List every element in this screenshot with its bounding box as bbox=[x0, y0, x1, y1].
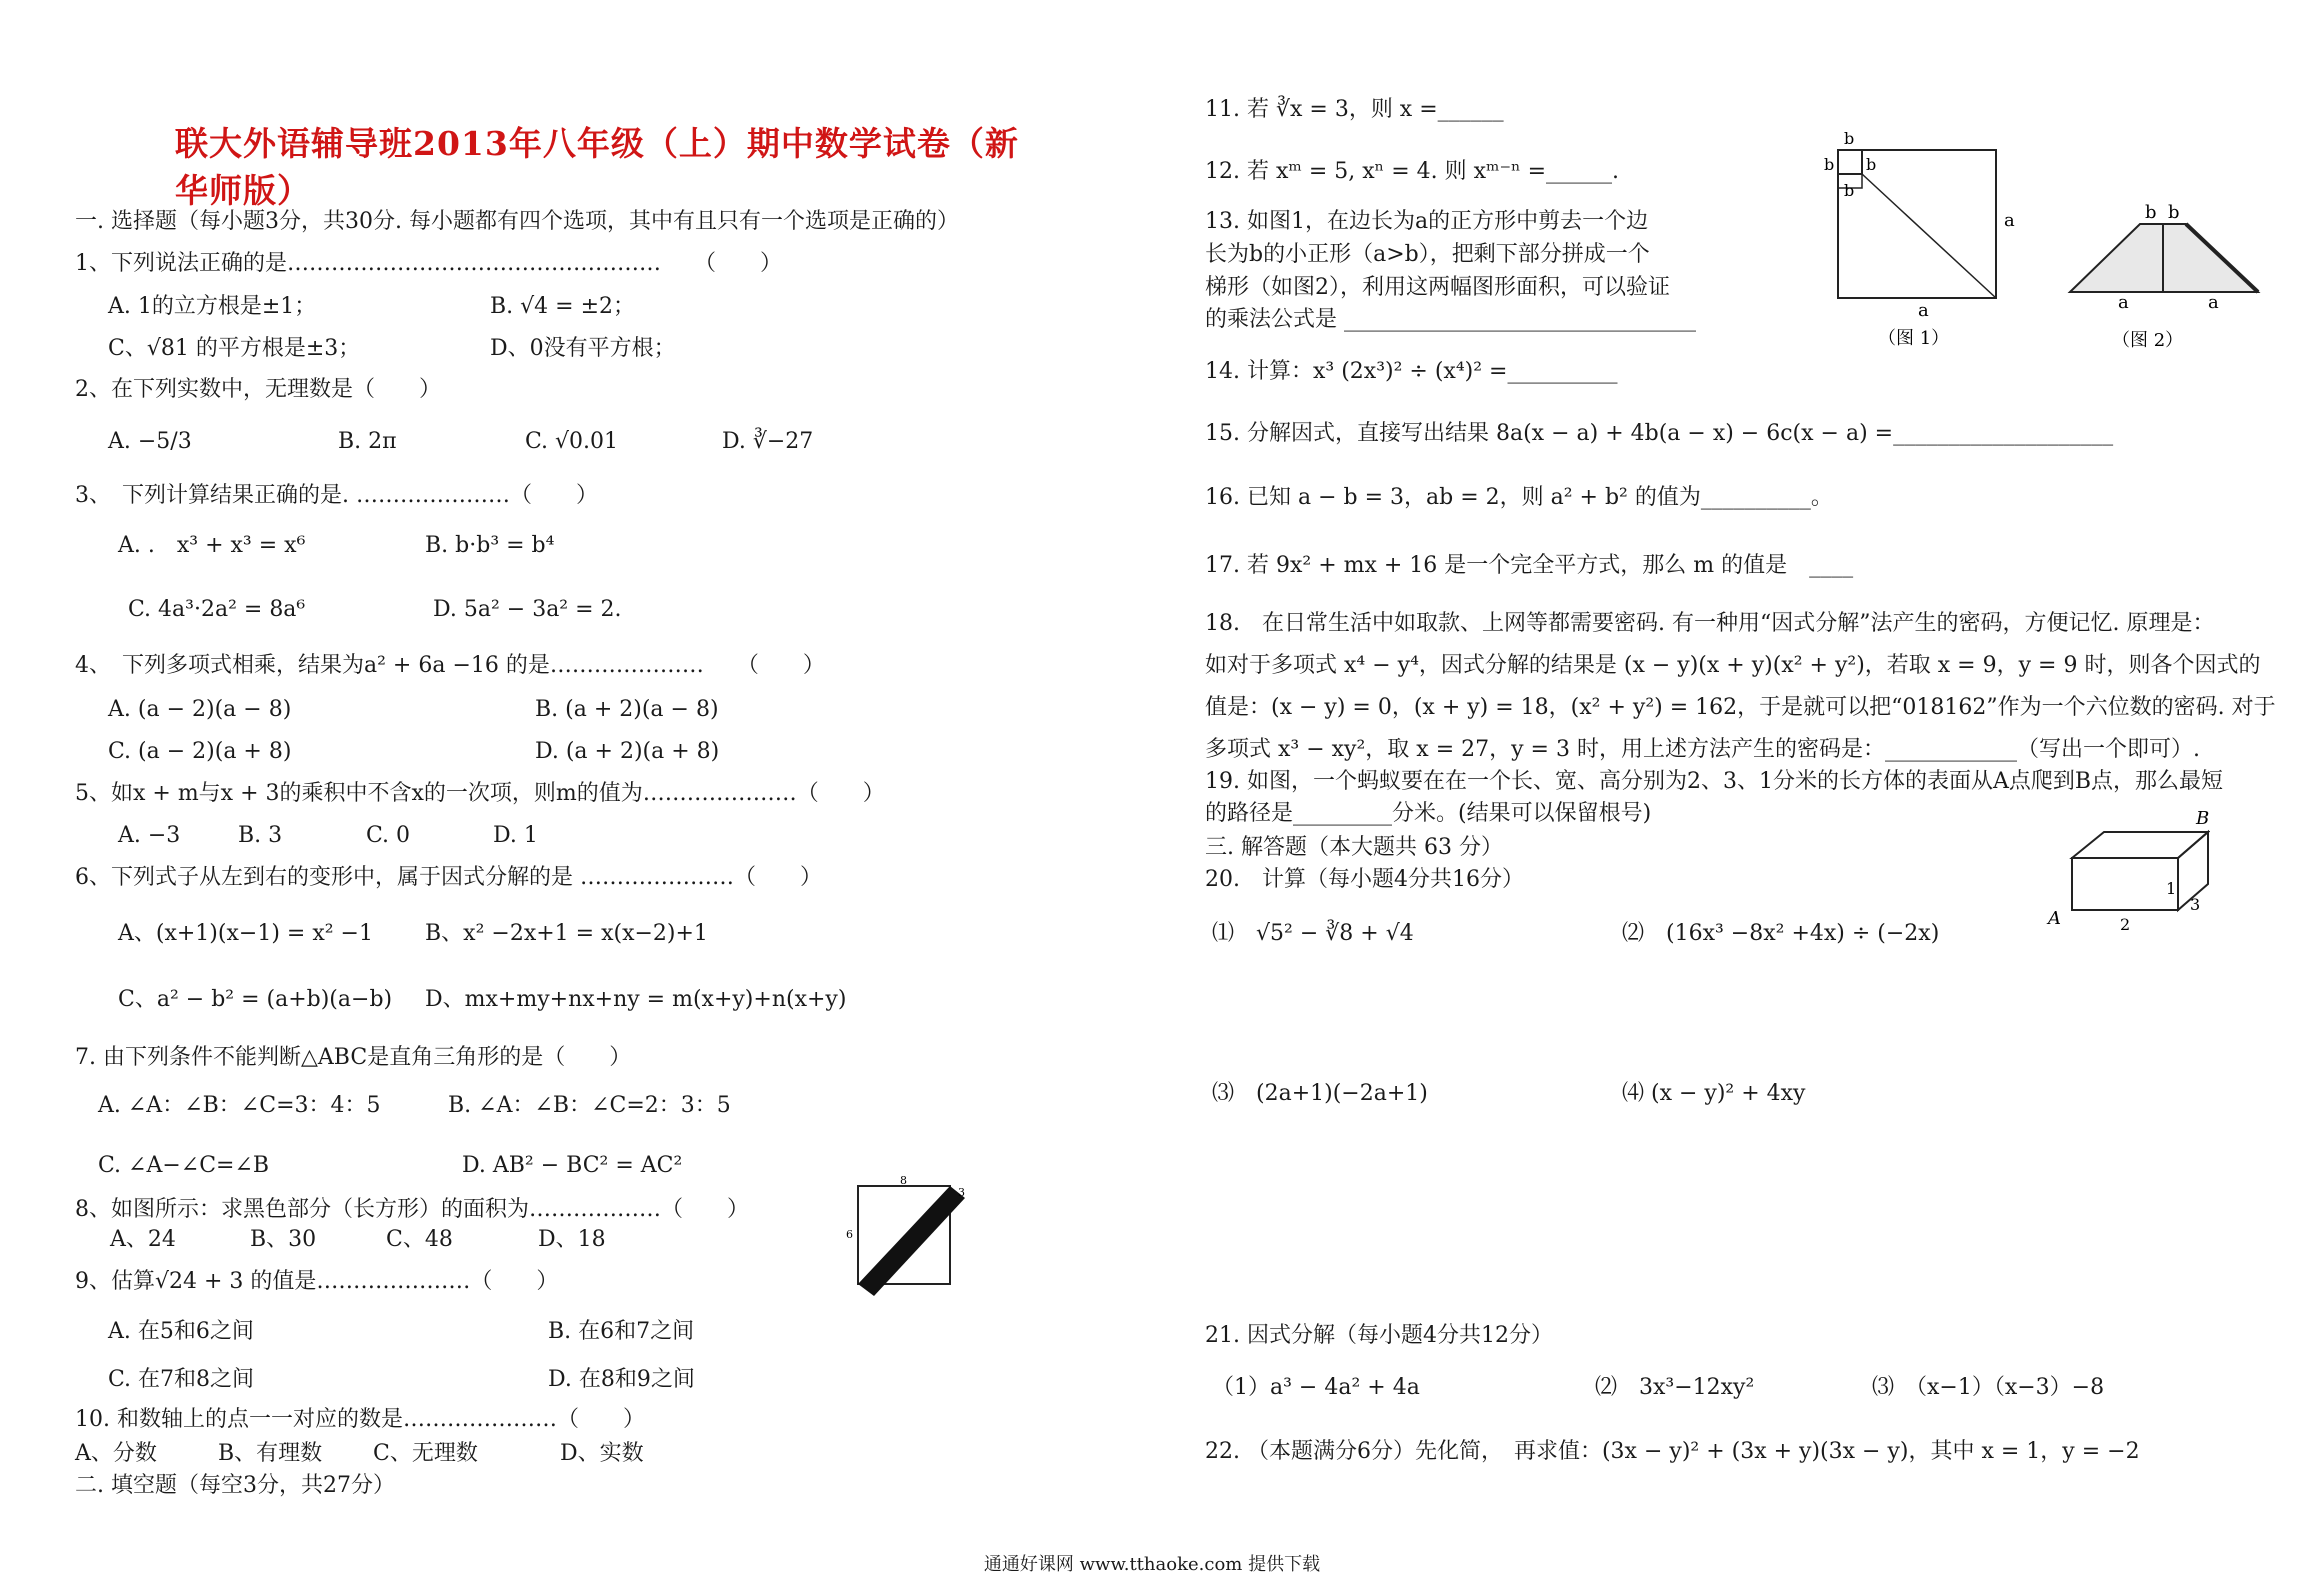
q21-part-2: ⑵ 3x³−12xy² bbox=[1595, 1375, 1755, 1400]
figure-1 bbox=[1818, 126, 2028, 358]
q6-option-a: A、(x+1)(x−1) = x² −1 bbox=[118, 921, 373, 946]
q1-option-b: B. √4 = ±2； bbox=[490, 294, 636, 319]
q13-line-1: 13. 如图1，在边长为a的正方形中剪去一个边 bbox=[1205, 209, 1649, 234]
q17: 17. 若 9x² + mx + 16 是一个完全平方式，那么 m 的值是 ____ bbox=[1205, 553, 1854, 578]
q8-label-8: 8 bbox=[900, 1176, 907, 1187]
q6-option-c: C、a² − b² = (a+b)(a−b) bbox=[118, 987, 393, 1012]
fig2-label-b-right: b bbox=[2168, 202, 2180, 223]
figure-2 bbox=[2060, 198, 2270, 358]
section-2-heading: 二. 填空题（每空3分，共27分） bbox=[75, 1473, 395, 1498]
q7-option-c: C. ∠A−∠C=∠B bbox=[98, 1153, 270, 1178]
q19-line-1: 19. 如图，一个蚂蚁要在在一个长、宽、高分别为2、3、1分米的长方体的表面从A点爬到B点，那么最短 bbox=[1205, 769, 2224, 794]
q5-option-b: B. 3 bbox=[238, 823, 283, 848]
q13-line-4: 的乘法公式是 ________________________________ bbox=[1205, 307, 1696, 332]
q1-option-a: A. 1的立方根是±1； bbox=[108, 294, 317, 319]
fig2-caption: （图 2） bbox=[2112, 330, 2184, 351]
q19-line-2: 的路径是_________分米。(结果可以保留根号) bbox=[1205, 801, 1652, 826]
q7-option-b: B. ∠A：∠B：∠C=2：3：5 bbox=[448, 1093, 731, 1118]
q8-option-d: D、18 bbox=[538, 1227, 606, 1252]
q8-option-c: C、48 bbox=[386, 1227, 453, 1252]
q3-option-d: D. 5a² − 3a² = 2. bbox=[433, 597, 622, 622]
fig1-label-b-lower: b bbox=[1844, 181, 1855, 200]
q5-option-d: D. 1 bbox=[493, 823, 538, 848]
q20-part-2: ⑵ (16x³ −8x² +4x) ÷ (−2x) bbox=[1622, 921, 1940, 946]
fig2-label-b-left: b bbox=[2145, 202, 2157, 223]
q22: 22. （本题满分6分）先化简， 再求值：(3x − y)² + (3x + y)(3x − y)，其中 x = 1，y = −2 bbox=[1205, 1439, 2140, 1464]
q2-option-c: C. √0.01 bbox=[525, 429, 619, 454]
q2-option-b: B. 2π bbox=[338, 429, 397, 454]
q13-line-2: 长为b的小正形（a>b），把剩下部分拼成一个 bbox=[1205, 242, 1650, 267]
q18-line-1: 18. 在日常生活中如取款、上网等都需要密码. 有一种用“因式分解”法产生的密码，方便记忆. 原理是： bbox=[1205, 611, 2215, 636]
q8-figure bbox=[840, 1176, 990, 1296]
q4-option-d: D. (a + 2)(a + 8) bbox=[535, 739, 720, 764]
q20-heading: 20. 计算（每小题4分共16分） bbox=[1205, 867, 1524, 892]
q6-option-d: D、mx+my+nx+ny = m(x+y)+n(x+y) bbox=[425, 987, 847, 1012]
q8-stem: 8、如图所示：求黑色部分（长方形）的面积为………………（ ） bbox=[75, 1197, 749, 1222]
q18-line-4: 多项式 x³ − xy²，取 x = 27，y = 3 时，用上述方法产生的密码是：____________（写出一个即可）. bbox=[1205, 737, 2200, 762]
q2-stem: 2、在下列实数中，无理数是（ ） bbox=[75, 377, 441, 402]
q18-line-3: 值是：(x − y) = 0，(x + y) = 18，(x² + y²) = 162，于是就可以把“018162”作为一个六位数的密码. 对于 bbox=[1205, 695, 2276, 720]
q20-part-3: ⑶ (2a+1)(−2a+1) bbox=[1212, 1081, 1428, 1106]
cuboid-label-2: 2 bbox=[2120, 915, 2131, 932]
q5-stem: 5、如x + m与x + 3的乘积中不含x的一次项，则m的值为…………………（ ） bbox=[75, 781, 885, 806]
q10-stem: 10. 和数轴上的点一一对应的数是…………………（ ） bbox=[75, 1407, 645, 1432]
q4-stem: 4、 下列多项式相乘，结果为a² + 6a −16 的是………………… （ ） bbox=[75, 653, 825, 678]
cuboid-figure bbox=[2040, 806, 2210, 932]
q16: 16. 已知 a − b = 3，ab = 2，则 a² + b² 的值为__________。 bbox=[1205, 485, 1833, 510]
section-3-heading: 三. 解答题（本大题共 63 分） bbox=[1205, 835, 1503, 860]
q4-option-b: B. (a + 2)(a − 8) bbox=[535, 697, 719, 722]
q1-option-c: C、√81 的平方根是±3； bbox=[108, 336, 361, 361]
q21-part-3: ⑶ （x−1）（x−3）−8 bbox=[1872, 1375, 2105, 1400]
q6-stem: 6、下列式子从左到右的变形中，属于因式分解的是 …………………（ ） bbox=[75, 865, 822, 890]
q6-option-b: B、x² −2x+1 = x(x−2)+1 bbox=[425, 921, 708, 946]
q9-option-a: A. 在5和6之间 bbox=[108, 1319, 254, 1344]
q2-option-a: A. −5/3 bbox=[108, 429, 192, 454]
page-title: 联大外语辅导班2013年八年级（上）期中数学试卷（新华师版） bbox=[175, 124, 1019, 210]
section-1-heading: 一. 选择题（每小题3分，共30分. 每小题都有四个选项，其中有且只有一个选项是正确的） bbox=[75, 209, 959, 234]
fig2-label-a-right: a bbox=[2208, 292, 2219, 313]
fig1-label-b-top: b bbox=[1844, 129, 1855, 148]
q3-stem: 3、 下列计算结果正确的是. …………………（ ） bbox=[75, 483, 598, 508]
q9-stem: 9、估算√24 + 3 的值是…………………（ ） bbox=[75, 1269, 559, 1294]
q9-option-d: D. 在8和9之间 bbox=[548, 1367, 695, 1392]
cuboid-label-1: 1 bbox=[2166, 879, 2177, 898]
q10-option-a: A、分数 bbox=[75, 1441, 157, 1466]
q3-option-a: A. . x³ + x³ = x⁶ bbox=[118, 533, 306, 558]
q8-option-a: A、24 bbox=[110, 1227, 176, 1252]
q7-option-a: A. ∠A：∠B：∠C=3：4：5 bbox=[98, 1093, 381, 1118]
q2-option-d: D. ∛−27 bbox=[722, 429, 814, 454]
q4-option-a: A. (a − 2)(a − 8) bbox=[108, 697, 292, 722]
cuboid-label-A: A bbox=[2048, 908, 2061, 929]
q8-label-6: 6 bbox=[846, 1228, 853, 1241]
fig1-label-b-left: b bbox=[1824, 155, 1835, 174]
q4-option-c: C. (a − 2)(a + 8) bbox=[108, 739, 292, 764]
q20-part-1: ⑴ √5² − ∛8 + √4 bbox=[1212, 921, 1414, 946]
q20-part-4: ⑷ (x − y)² + 4xy bbox=[1622, 1081, 1806, 1106]
fig2-label-a-left: a bbox=[2118, 292, 2129, 313]
q12: 12. 若 xᵐ = 5, xⁿ = 4. 则 xᵐ⁻ⁿ =______. bbox=[1205, 159, 1620, 184]
q10-option-d: D、实数 bbox=[560, 1441, 644, 1466]
q10-option-b: B、有理数 bbox=[218, 1441, 323, 1466]
q11: 11. 若 ∛x = 3，则 x =______ bbox=[1205, 97, 1504, 122]
cuboid-label-3: 3 bbox=[2190, 895, 2201, 914]
q7-option-d: D. AB² − BC² = AC² bbox=[462, 1153, 683, 1178]
q5-option-c: C. 0 bbox=[366, 823, 411, 848]
fig1-label-b-inner: b bbox=[1866, 155, 1877, 174]
q15: 15. 分解因式，直接写出结果 8a(x − a) + 4b(a − x) − 6c(x − a) =____________________ bbox=[1205, 421, 2114, 446]
q8-label-3: 3 bbox=[958, 1186, 965, 1199]
q21-part-1: （1）a³ − 4a² + 4a bbox=[1212, 1375, 1420, 1400]
q5-option-a: A. −3 bbox=[118, 823, 181, 848]
footer-source: 通通好课网 www.tthaoke.com 提供下载 bbox=[983, 1554, 1321, 1575]
q7-stem: 7. 由下列条件不能判断△ABC是直角三角形的是（ ） bbox=[75, 1045, 632, 1070]
q1-stem: 1、下列说法正确的是…………………………………………… （ ） bbox=[75, 251, 782, 276]
q9-option-c: C. 在7和8之间 bbox=[108, 1367, 255, 1392]
q21-heading: 21. 因式分解（每小题4分共12分） bbox=[1205, 1323, 1553, 1348]
q1-option-d: D、0没有平方根； bbox=[490, 336, 676, 361]
fig1-label-a-bottom: a bbox=[1918, 300, 1929, 321]
q18-line-2: 如对于多项式 x⁴ − y⁴，因式分解的结果是 (x − y)(x + y)(x² + y²)，若取 x = 9，y = 9 时，则各个因式的 bbox=[1205, 653, 2261, 678]
fig1-caption: （图 1） bbox=[1878, 328, 1950, 349]
q10-option-c: C、无理数 bbox=[373, 1441, 478, 1466]
cuboid-label-B: B bbox=[2196, 808, 2210, 829]
fig1-label-a-side: a bbox=[2004, 210, 2015, 231]
q8-option-b: B、30 bbox=[250, 1227, 317, 1252]
q14: 14. 计算：x³ (2x³)² ÷ (x⁴)² =__________ bbox=[1205, 359, 1618, 384]
q13-line-3: 梯形（如图2），利用这两幅图形面积，可以验证 bbox=[1205, 275, 1670, 300]
q3-option-c: C. 4a³·2a² = 8a⁶ bbox=[128, 597, 306, 622]
q3-option-b: B. b·b³ = b⁴ bbox=[425, 533, 555, 558]
q9-option-b: B. 在6和7之间 bbox=[548, 1319, 695, 1344]
